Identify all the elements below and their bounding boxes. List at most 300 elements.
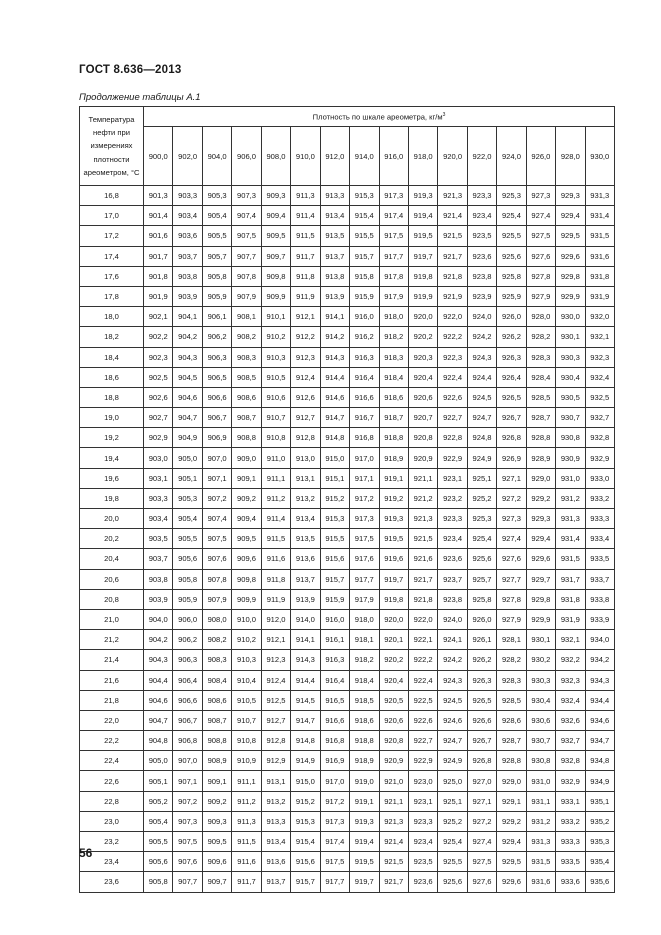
density-cell: 921,5 — [408, 529, 437, 549]
density-cell: 911,5 — [291, 226, 320, 246]
density-cell: 908,1 — [232, 307, 261, 327]
density-cell: 909,6 — [202, 852, 231, 872]
density-cell: 928,9 — [526, 448, 555, 468]
density-cell: 912,6 — [291, 387, 320, 407]
table-row — [80, 286, 615, 306]
density-cell: 919,1 — [379, 468, 408, 488]
density-cell: 923,4 — [438, 529, 467, 549]
density-cell: 907,2 — [202, 488, 231, 508]
density-cell: 908,2 — [232, 327, 261, 347]
temperature-cell: 23,2 — [80, 832, 144, 852]
density-cell: 930,4 — [526, 690, 555, 710]
density-cell: 917,9 — [350, 589, 379, 609]
density-cell: 918,8 — [379, 428, 408, 448]
table-row — [80, 670, 615, 690]
density-cell: 934,4 — [585, 690, 614, 710]
density-cell: 912,4 — [291, 367, 320, 387]
table-row — [80, 307, 615, 327]
density-table — [79, 106, 615, 893]
table-body — [80, 186, 615, 893]
density-cell: 917,7 — [350, 569, 379, 589]
density-cell: 906,7 — [202, 408, 231, 428]
temperature-cell: 20,0 — [80, 509, 144, 529]
density-cell: 914,2 — [320, 327, 349, 347]
density-cell: 925,8 — [497, 266, 526, 286]
density-cell: 919,3 — [379, 509, 408, 529]
density-cell: 931,7 — [556, 569, 585, 589]
density-cell: 924,1 — [438, 630, 467, 650]
density-cell: 924,7 — [467, 408, 496, 428]
density-cell: 909,9 — [261, 286, 290, 306]
density-cell: 911,3 — [232, 811, 261, 831]
density-cell: 931,6 — [585, 246, 614, 266]
density-cell: 903,5 — [144, 529, 173, 549]
density-cell: 930,5 — [556, 387, 585, 407]
density-cell: 917,7 — [379, 246, 408, 266]
density-cell: 913,7 — [291, 569, 320, 589]
density-cell: 921,7 — [408, 569, 437, 589]
density-cell: 912,7 — [291, 408, 320, 428]
density-cell: 931,2 — [526, 811, 555, 831]
density-cell: 906,3 — [173, 650, 202, 670]
density-cell: 917,1 — [350, 468, 379, 488]
density-cell: 911,2 — [261, 488, 290, 508]
density-cell: 909,5 — [232, 529, 261, 549]
density-cell: 930,9 — [556, 448, 585, 468]
density-cell: 919,1 — [350, 791, 379, 811]
density-cell: 905,5 — [173, 529, 202, 549]
density-cell: 917,6 — [350, 549, 379, 569]
density-cell: 933,1 — [556, 791, 585, 811]
density-cell: 925,7 — [467, 569, 496, 589]
density-cell: 917,3 — [350, 509, 379, 529]
density-cell: 905,8 — [144, 872, 173, 892]
density-cell: 911,5 — [261, 529, 290, 549]
density-cell: 916,7 — [350, 408, 379, 428]
density-cell: 911,4 — [291, 206, 320, 226]
density-cell: 903,7 — [144, 549, 173, 569]
density-cell: 932,2 — [556, 650, 585, 670]
density-cell: 913,7 — [320, 246, 349, 266]
density-cell: 922,4 — [408, 670, 437, 690]
density-cell: 921,4 — [438, 206, 467, 226]
density-cell: 904,3 — [173, 347, 202, 367]
density-cell: 907,7 — [232, 246, 261, 266]
density-cell: 906,6 — [202, 387, 231, 407]
density-cell: 929,6 — [556, 246, 585, 266]
table-row — [80, 630, 615, 650]
density-cell: 921,4 — [379, 832, 408, 852]
temperature-cell: 19,2 — [80, 428, 144, 448]
temperature-cell: 19,6 — [80, 468, 144, 488]
density-cell: 922,7 — [438, 408, 467, 428]
density-cell: 914,5 — [291, 690, 320, 710]
density-cell: 934,9 — [585, 771, 614, 791]
density-cell: 916,6 — [320, 710, 349, 730]
density-cell: 927,6 — [526, 246, 555, 266]
density-cell: 913,7 — [261, 872, 290, 892]
density-cell: 909,7 — [261, 246, 290, 266]
density-cell: 906,2 — [173, 630, 202, 650]
density-cell: 918,0 — [379, 307, 408, 327]
density-cell: 911,7 — [291, 246, 320, 266]
density-cell: 925,4 — [467, 529, 496, 549]
density-cell: 924,9 — [438, 751, 467, 771]
density-cell: 930,7 — [526, 731, 555, 751]
density-cell: 903,8 — [144, 569, 173, 589]
density-cell: 911,1 — [261, 468, 290, 488]
density-column-header: 916,0 — [379, 127, 408, 186]
density-cell: 926,8 — [497, 428, 526, 448]
density-cell: 931,9 — [556, 609, 585, 629]
density-cell: 925,8 — [467, 589, 496, 609]
density-cell: 909,5 — [202, 832, 231, 852]
density-cell: 910,5 — [232, 690, 261, 710]
density-cell: 923,6 — [408, 872, 437, 892]
density-cell: 905,4 — [202, 206, 231, 226]
density-cell: 926,7 — [497, 408, 526, 428]
density-column-header: 908,0 — [261, 127, 290, 186]
density-cell: 908,5 — [232, 367, 261, 387]
temperature-cell: 18,0 — [80, 307, 144, 327]
density-cell: 924,2 — [438, 650, 467, 670]
temperature-cell: 20,8 — [80, 589, 144, 609]
density-cell: 915,9 — [320, 589, 349, 609]
density-cell: 932,1 — [556, 630, 585, 650]
density-cell: 918,9 — [350, 751, 379, 771]
density-cell: 923,4 — [408, 832, 437, 852]
density-cell: 916,3 — [320, 650, 349, 670]
table-row — [80, 771, 615, 791]
density-cell: 916,6 — [350, 387, 379, 407]
density-cell: 904,0 — [144, 609, 173, 629]
density-cell: 908,7 — [202, 710, 231, 730]
density-table-container — [79, 106, 615, 893]
density-cell: 931,0 — [556, 468, 585, 488]
density-cell: 904,9 — [173, 428, 202, 448]
density-cell: 903,3 — [144, 488, 173, 508]
density-cell: 917,4 — [320, 832, 349, 852]
density-cell: 912,4 — [261, 670, 290, 690]
density-cell: 932,4 — [585, 367, 614, 387]
density-cell: 920,2 — [379, 650, 408, 670]
density-cell: 920,9 — [379, 751, 408, 771]
density-cell: 927,4 — [467, 832, 496, 852]
density-column-header: 918,0 — [408, 127, 437, 186]
density-cell: 918,0 — [350, 609, 379, 629]
density-cell: 902,7 — [144, 408, 173, 428]
density-cell: 921,7 — [438, 246, 467, 266]
density-cell: 914,1 — [320, 307, 349, 327]
density-cell: 935,2 — [585, 811, 614, 831]
density-cell: 901,9 — [144, 286, 173, 306]
density-cell: 922,9 — [438, 448, 467, 468]
density-cell: 920,6 — [379, 710, 408, 730]
density-cell: 935,6 — [585, 872, 614, 892]
density-cell: 931,1 — [526, 791, 555, 811]
density-cell: 916,8 — [350, 428, 379, 448]
density-cell: 927,9 — [497, 609, 526, 629]
density-cell: 912,9 — [261, 751, 290, 771]
density-cell: 929,4 — [497, 832, 526, 852]
density-cell: 926,6 — [467, 710, 496, 730]
density-cell: 913,4 — [261, 832, 290, 852]
density-cell: 929,1 — [497, 791, 526, 811]
density-cell: 932,4 — [556, 690, 585, 710]
density-cell: 911,6 — [261, 549, 290, 569]
density-cell: 911,2 — [232, 791, 261, 811]
density-cell: 909,1 — [202, 771, 231, 791]
density-cell: 905,3 — [202, 186, 231, 206]
density-cell: 915,5 — [350, 226, 379, 246]
density-cell: 910,8 — [232, 731, 261, 751]
density-cell: 924,6 — [438, 710, 467, 730]
density-cell: 918,6 — [350, 710, 379, 730]
density-cell: 913,1 — [261, 771, 290, 791]
density-column-header: 912,0 — [320, 127, 349, 186]
density-cell: 934,0 — [585, 630, 614, 650]
table-row — [80, 549, 615, 569]
density-cell: 910,6 — [261, 387, 290, 407]
density-cell: 921,1 — [379, 791, 408, 811]
density-cell: 907,7 — [173, 872, 202, 892]
density-cell: 927,8 — [526, 266, 555, 286]
density-header — [144, 107, 615, 127]
density-cell: 908,2 — [202, 630, 231, 650]
density-cell: 916,4 — [320, 670, 349, 690]
page-number: 56 — [79, 846, 93, 860]
density-cell: 926,9 — [497, 448, 526, 468]
density-cell: 923,8 — [467, 266, 496, 286]
density-cell: 913,0 — [291, 448, 320, 468]
density-cell: 907,5 — [202, 529, 231, 549]
density-cell: 921,9 — [438, 286, 467, 306]
density-cell: 909,0 — [232, 448, 261, 468]
density-cell: 909,3 — [261, 186, 290, 206]
density-cell: 903,1 — [144, 468, 173, 488]
density-cell: 917,7 — [320, 872, 349, 892]
density-cell: 926,7 — [467, 731, 496, 751]
density-cell: 927,7 — [497, 569, 526, 589]
table-row — [80, 690, 615, 710]
density-cell: 915,6 — [291, 852, 320, 872]
density-cell: 932,1 — [585, 327, 614, 347]
density-cell: 903,8 — [173, 266, 202, 286]
density-cell: 922,6 — [408, 710, 437, 730]
density-cell: 924,4 — [467, 367, 496, 387]
density-cell: 930,1 — [556, 327, 585, 347]
density-cell: 919,5 — [350, 852, 379, 872]
density-cell: 905,7 — [202, 246, 231, 266]
density-cell: 915,6 — [320, 549, 349, 569]
density-cell: 915,2 — [320, 488, 349, 508]
density-cell: 915,7 — [291, 872, 320, 892]
density-cell: 907,9 — [202, 589, 231, 609]
density-cell: 914,0 — [291, 609, 320, 629]
density-cell: 916,1 — [320, 630, 349, 650]
density-cell: 927,5 — [467, 852, 496, 872]
density-cell: 928,3 — [497, 670, 526, 690]
density-cell: 930,2 — [526, 650, 555, 670]
density-cell: 926,8 — [467, 751, 496, 771]
density-cell: 919,6 — [379, 549, 408, 569]
density-cell: 930,0 — [556, 307, 585, 327]
table-row — [80, 327, 615, 347]
temperature-cell: 16,8 — [80, 186, 144, 206]
density-cell: 923,5 — [467, 226, 496, 246]
density-cell: 902,2 — [144, 327, 173, 347]
density-cell: 902,5 — [144, 367, 173, 387]
density-unit-superscript: 3 — [442, 111, 446, 118]
temperature-cell: 19,4 — [80, 448, 144, 468]
density-cell: 905,0 — [173, 448, 202, 468]
density-cell: 903,9 — [144, 589, 173, 609]
density-cell: 927,4 — [526, 206, 555, 226]
density-cell: 931,8 — [585, 266, 614, 286]
density-cell: 919,3 — [350, 811, 379, 831]
table-row — [80, 529, 615, 549]
density-cell: 909,8 — [232, 569, 261, 589]
density-cell: 919,8 — [408, 266, 437, 286]
density-cell: 905,1 — [173, 468, 202, 488]
density-cell: 917,5 — [350, 529, 379, 549]
density-cell: 924,8 — [467, 428, 496, 448]
density-cell: 910,7 — [232, 710, 261, 730]
density-cell: 923,6 — [467, 246, 496, 266]
density-cell: 904,3 — [144, 650, 173, 670]
density-cell: 921,3 — [438, 186, 467, 206]
density-cell: 923,3 — [408, 811, 437, 831]
density-cell: 908,3 — [202, 650, 231, 670]
temperature-cell: 22,8 — [80, 791, 144, 811]
density-cell: 907,0 — [173, 751, 202, 771]
density-cell: 935,1 — [585, 791, 614, 811]
density-cell: 901,3 — [144, 186, 173, 206]
density-cell: 915,0 — [291, 771, 320, 791]
density-cell: 920,4 — [408, 367, 437, 387]
density-header-text: Плотность по шкале ареометра, кг/м — [312, 112, 443, 122]
density-cell: 918,7 — [379, 408, 408, 428]
density-cell: 919,7 — [350, 872, 379, 892]
density-cell: 927,3 — [526, 186, 555, 206]
density-cell: 903,4 — [173, 206, 202, 226]
density-cell: 915,4 — [350, 206, 379, 226]
density-cell: 932,5 — [585, 387, 614, 407]
density-cell: 905,0 — [144, 751, 173, 771]
density-cell: 906,9 — [202, 428, 231, 448]
density-cell: 909,3 — [202, 811, 231, 831]
density-cell: 906,8 — [173, 731, 202, 751]
density-cell: 918,2 — [350, 650, 379, 670]
density-cell: 918,2 — [379, 327, 408, 347]
temperature-cell: 20,4 — [80, 549, 144, 569]
density-cell: 918,6 — [379, 387, 408, 407]
density-cell: 903,9 — [173, 286, 202, 306]
density-cell: 927,6 — [497, 549, 526, 569]
density-cell: 931,2 — [556, 488, 585, 508]
density-cell: 929,9 — [526, 609, 555, 629]
density-cell: 933,4 — [585, 529, 614, 549]
density-cell: 933,0 — [585, 468, 614, 488]
density-cell: 914,8 — [320, 428, 349, 448]
density-cell: 909,7 — [202, 872, 231, 892]
density-cell: 901,4 — [144, 206, 173, 226]
density-cell: 901,8 — [144, 266, 173, 286]
density-cell: 933,5 — [585, 549, 614, 569]
density-cell: 917,8 — [379, 266, 408, 286]
density-cell: 907,8 — [232, 266, 261, 286]
density-cell: 929,3 — [556, 186, 585, 206]
temperature-cell: 18,6 — [80, 367, 144, 387]
density-cell: 920,0 — [379, 609, 408, 629]
density-cell: 911,8 — [261, 569, 290, 589]
density-cell: 930,3 — [556, 347, 585, 367]
density-cell: 914,7 — [291, 710, 320, 730]
density-cell: 929,7 — [526, 569, 555, 589]
temperature-cell: 21,8 — [80, 690, 144, 710]
density-cell: 923,8 — [438, 589, 467, 609]
density-column-header: 928,0 — [556, 127, 585, 186]
density-cell: 919,7 — [408, 246, 437, 266]
density-cell: 913,5 — [291, 529, 320, 549]
density-cell: 915,4 — [291, 832, 320, 852]
density-cell: 931,4 — [585, 206, 614, 226]
density-cell: 928,8 — [497, 751, 526, 771]
density-cell: 910,0 — [232, 609, 261, 629]
density-cell: 922,4 — [438, 367, 467, 387]
density-cell: 904,6 — [144, 690, 173, 710]
density-cell: 923,6 — [438, 549, 467, 569]
density-cell: 931,8 — [556, 589, 585, 609]
density-cell: 928,8 — [526, 428, 555, 448]
table-row — [80, 731, 615, 751]
density-cell: 913,4 — [291, 509, 320, 529]
temperature-cell: 21,2 — [80, 630, 144, 650]
density-cell: 929,5 — [497, 852, 526, 872]
density-cell: 934,3 — [585, 670, 614, 690]
density-cell: 929,6 — [526, 549, 555, 569]
density-cell: 903,4 — [144, 509, 173, 529]
document-header: ГОСТ 8.636—2013 — [79, 64, 182, 76]
density-cell: 918,8 — [350, 731, 379, 751]
density-cell: 928,5 — [526, 387, 555, 407]
density-cell: 921,2 — [408, 488, 437, 508]
density-cell: 914,3 — [291, 650, 320, 670]
density-cell: 920,0 — [408, 307, 437, 327]
density-cell: 931,5 — [556, 549, 585, 569]
density-cell: 917,2 — [320, 791, 349, 811]
density-cell: 932,3 — [585, 347, 614, 367]
density-cell: 928,7 — [497, 731, 526, 751]
density-cell: 912,7 — [261, 710, 290, 730]
density-cell: 933,8 — [585, 589, 614, 609]
density-cell: 914,4 — [320, 367, 349, 387]
density-cell: 917,9 — [379, 286, 408, 306]
density-cell: 922,6 — [438, 387, 467, 407]
density-cell: 913,3 — [320, 186, 349, 206]
density-cell: 922,0 — [408, 609, 437, 629]
density-cell: 907,3 — [173, 811, 202, 831]
density-cell: 907,6 — [202, 549, 231, 569]
density-cell: 911,4 — [261, 509, 290, 529]
density-cell: 905,3 — [173, 488, 202, 508]
density-cell: 918,1 — [350, 630, 379, 650]
table-caption: Продолжение таблицы А.1 — [79, 92, 201, 103]
density-cell: 930,6 — [526, 710, 555, 730]
density-cell: 906,6 — [173, 690, 202, 710]
density-column-header: 910,0 — [291, 127, 320, 186]
density-cell: 904,1 — [173, 307, 202, 327]
